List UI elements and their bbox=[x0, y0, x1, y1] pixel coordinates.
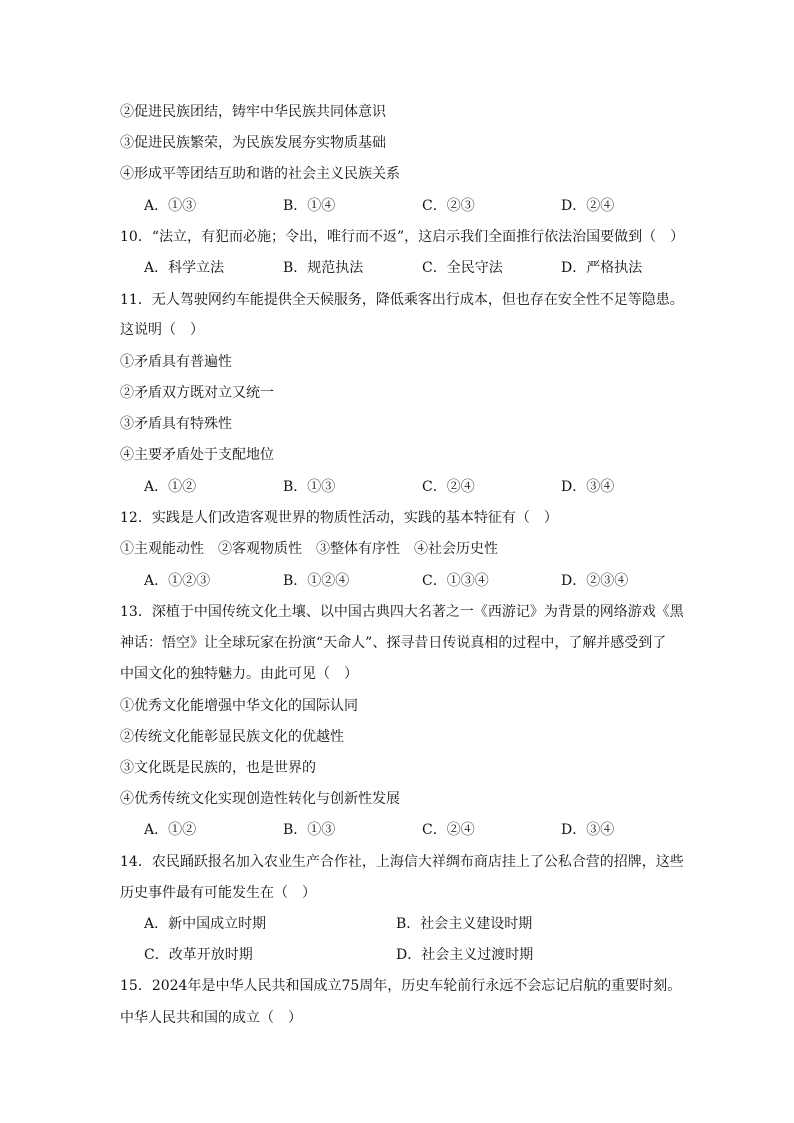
q9-option-b: B．①④ bbox=[283, 198, 336, 214]
q10-option-a: A．科学立法 bbox=[144, 260, 225, 276]
q12-items: ①主观能动性 ②客观物质性 ③整体有序性 ④社会历史性 bbox=[120, 541, 498, 557]
q14-stem-line-1: 14．农民踊跃报名加入农业生产合作社，上海信大祥绸布商店挂上了公私合营的招牌，这些 bbox=[120, 854, 684, 870]
q14-option-a: A．新中国成立时期 bbox=[144, 916, 267, 932]
q14-option-d: D．社会主义过渡时期 bbox=[396, 947, 534, 963]
q15-stem-line-2: 中华人民共和国的成立（ ） bbox=[120, 1010, 302, 1026]
q14-stem-line-2: 历史事件最有可能发生在（ ） bbox=[120, 885, 316, 901]
q13-option-c: C．②④ bbox=[422, 822, 475, 838]
q11-stem-line-2: 这说明（ ） bbox=[120, 322, 204, 338]
q10-stem: 10．“法立，有犯而必施；令出，唯行而不返”，这启示我们全面推行依法治国要做到（ ） bbox=[120, 229, 685, 245]
q11-stem-line-1: 11．无人驾驶网约车能提供全天候服务，降低乘客出行成本，但也存在安全性不足等隐患。 bbox=[120, 292, 684, 308]
q9-options bbox=[120, 196, 680, 216]
q13-stem-line-2: 神话：悟空》让全球玩家在扮演“天命人”、探寻昔日传说真相的过程中，了解并感受到了 bbox=[120, 635, 667, 651]
q14-option-c: C．改革开放时期 bbox=[144, 947, 253, 963]
q14-option-b: B．社会主义建设时期 bbox=[396, 916, 533, 932]
q13-item-1: ①优秀文化能增强中华文化的国际认同 bbox=[120, 698, 358, 714]
q12-options bbox=[120, 571, 680, 591]
q13-option-d: D．③④ bbox=[561, 822, 615, 838]
q9-item-4: ④形成平等团结互助和谐的社会主义民族关系 bbox=[120, 166, 400, 182]
q14-options-row-2 bbox=[120, 945, 680, 965]
q13-option-b: B．①③ bbox=[283, 822, 336, 838]
q15-stem-line-1: 15．2024年是中华人民共和国成立75周年，历史车轮前行永远不会忘记启航的重要时刻。 bbox=[120, 978, 682, 994]
q9-option-a: A．①③ bbox=[144, 198, 197, 214]
q12-option-b: B．①②④ bbox=[283, 573, 350, 589]
q11-option-c: C．②④ bbox=[422, 479, 475, 495]
q9-item-2: ②促进民族团结，铸牢中华民族共同体意识 bbox=[120, 104, 386, 120]
q10-options bbox=[120, 258, 680, 278]
q11-item-2: ②矛盾双方既对立又统一 bbox=[120, 385, 274, 401]
q14-options-row-1 bbox=[120, 914, 680, 934]
q11-item-4: ④主要矛盾处于支配地位 bbox=[120, 447, 274, 463]
q11-option-b: B．①③ bbox=[283, 479, 336, 495]
q12-stem: 12．实践是人们改造客观世界的物质性活动，实践的基本特征有（ ） bbox=[120, 510, 558, 526]
q10-option-d: D．严格执法 bbox=[561, 260, 643, 276]
q13-item-3: ③文化既是民族的，也是世界的 bbox=[120, 760, 316, 776]
q10-option-c: C．全民守法 bbox=[422, 260, 503, 276]
q9-item-3: ③促进民族繁荣，为民族发展夯实物质基础 bbox=[120, 135, 386, 151]
q11-option-a: A．①② bbox=[144, 479, 197, 495]
q12-option-c: C．①③④ bbox=[422, 573, 489, 589]
q13-item-4: ④优秀传统文化实现创造性转化与创新性发展 bbox=[120, 791, 400, 807]
q9-option-c: C．②③ bbox=[422, 198, 475, 214]
q13-stem-line-3: 中国文化的独特魅力。由此可见（ ） bbox=[120, 666, 358, 682]
q13-item-2: ②传统文化能彰显民族文化的优越性 bbox=[120, 729, 344, 745]
q13-option-a: A．①② bbox=[144, 822, 197, 838]
q11-option-d: D．③④ bbox=[561, 479, 615, 495]
q10-option-b: B．规范执法 bbox=[283, 260, 364, 276]
q12-option-a: A．①②③ bbox=[144, 573, 211, 589]
q9-option-d: D．②④ bbox=[561, 198, 615, 214]
q12-option-d: D．②③④ bbox=[561, 573, 629, 589]
q13-options bbox=[120, 820, 680, 840]
q11-options bbox=[120, 477, 680, 497]
q13-stem-line-1: 13．深植于中国传统文化土壤、以中国古典四大名著之一《西游记》为背景的网络游戏《黑 bbox=[120, 604, 684, 620]
q11-item-1: ①矛盾具有普遍性 bbox=[120, 354, 232, 370]
q11-item-3: ③矛盾具有特殊性 bbox=[120, 416, 232, 432]
